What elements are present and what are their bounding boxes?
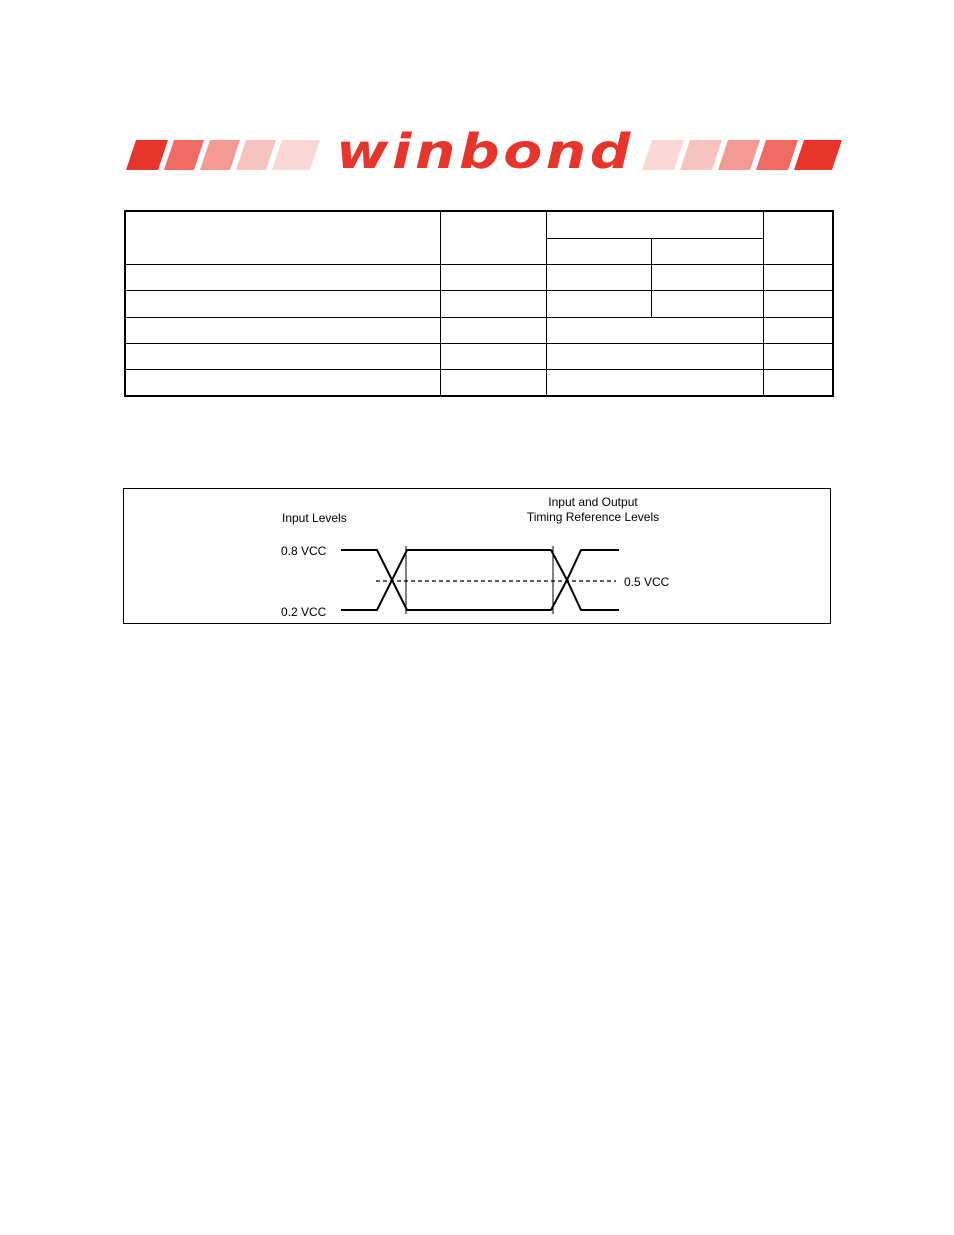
logo-stripe-left-2 [164,140,204,170]
table-cell [441,343,546,369]
table-header-group [546,211,764,239]
table-cell [764,317,833,343]
table-cell [125,369,441,396]
table-cell [125,265,441,291]
reference-level-label: 0.5 VCC [624,575,670,589]
logo-stripe-right-3 [718,140,760,170]
timing-waveform-diagram [123,488,831,624]
table-row [125,317,833,343]
logo-stripe-right-1 [642,140,684,170]
table-cell [441,265,546,291]
table-cell [651,291,763,317]
reference-label-line1: Input and Output [548,495,638,509]
winbond-logo [124,124,844,176]
logo-wordmark: winbond [336,124,634,176]
table-cell [546,369,764,396]
table-cell [125,317,441,343]
table-row [125,265,833,291]
spec-table [124,210,834,397]
table-cell [546,265,651,291]
logo-stripe-left-3 [200,140,240,170]
table-cell [764,291,833,317]
waveform-svg [124,489,830,623]
table-cell [546,291,651,317]
table-cell [546,343,764,369]
table-cell [125,291,441,317]
table-subheader-1 [546,239,651,265]
table-header-unit [764,211,833,265]
table-cell [546,317,764,343]
table-cell [125,343,441,369]
logo-stripe-right-5 [794,140,842,170]
table-row [125,291,833,317]
table-cell [441,369,546,396]
table-row [125,343,833,369]
logo-stripe-left-4 [236,140,276,170]
table-cell [441,291,546,317]
logo-stripe-right-4 [756,140,798,170]
table-header-row-1 [125,211,833,239]
low-level-label: 0.2 VCC [281,605,327,619]
table-cell [441,317,546,343]
high-level-label: 0.8 VCC [281,544,327,558]
table-cell [764,343,833,369]
table-header-parameter [125,211,441,265]
reference-label-line2: Timing Reference Levels [526,510,660,524]
table-cell [764,265,833,291]
input-levels-label: Input Levels [282,511,347,525]
table-header-symbol [441,211,546,265]
logo-stripe-right-2 [680,140,722,170]
table-row [125,369,833,396]
logo-stripe-left-5 [272,140,320,170]
table-cell [651,265,763,291]
table-subheader-2 [651,239,763,265]
table-cell [764,369,833,396]
logo-stripe-left-1 [126,140,168,170]
